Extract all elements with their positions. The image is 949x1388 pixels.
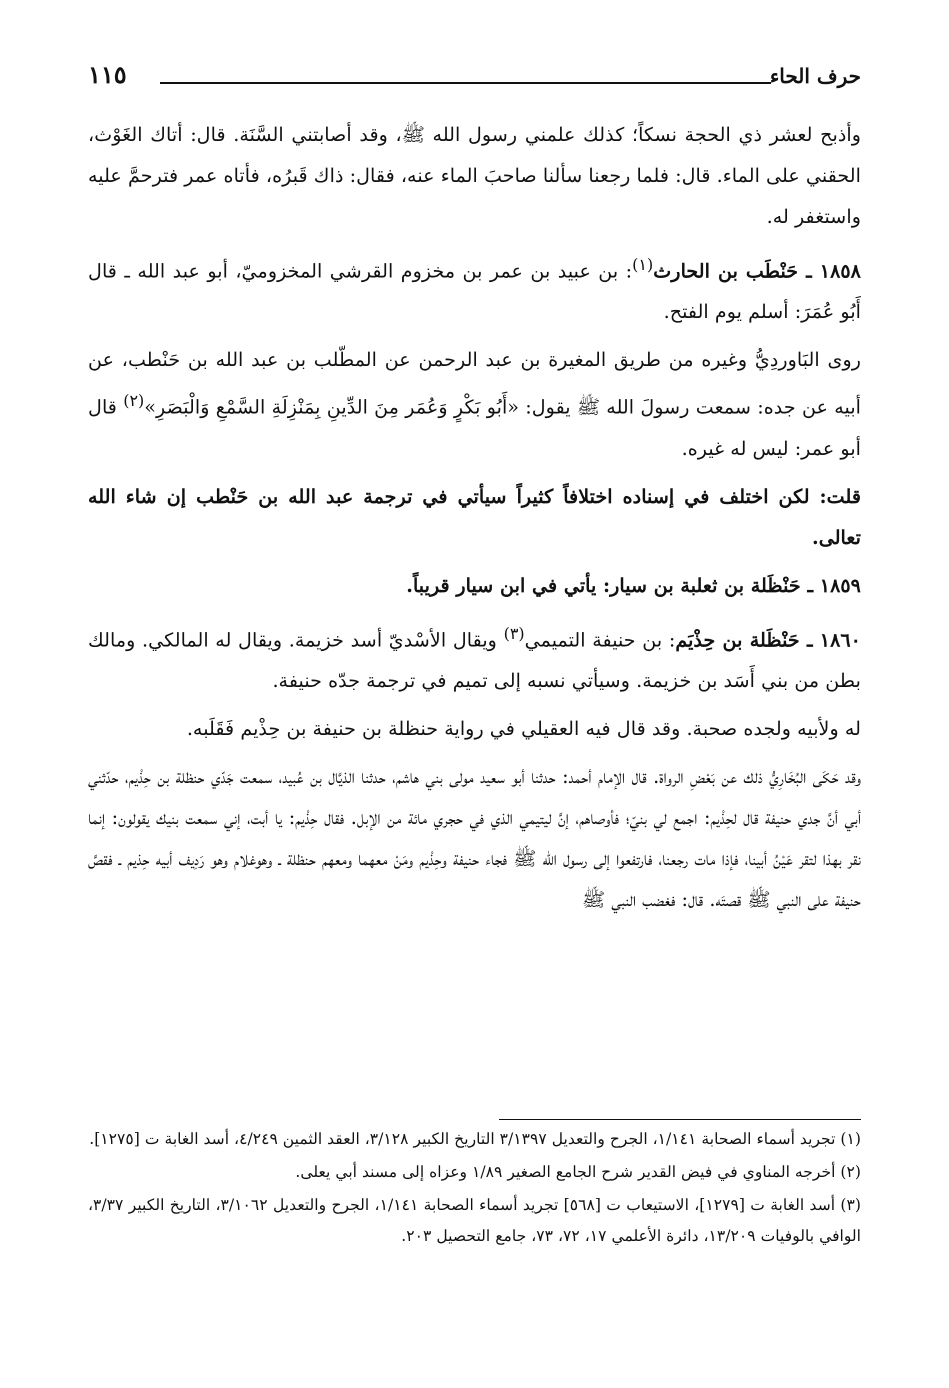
footnote: (١) تجريد أسماء الصحابة ١/١٤١، الجرح والتعديل ٣/١٣٩٧ التاريخ الكبير ٣/١٢٨، العقد الثمين ٤/٢٤٩، أسد الغابة ت [١٢٧٥]. [89,1130,861,1148]
footnotes [88,1124,861,1254]
paragraph [88,476,861,558]
paragraph-text: : بن حنيفة التميمي [524,628,676,652]
entry-heading: ١٨٥٩ ـ حَنْظَلة بن ثعلبة بن سيار [610,573,861,597]
paragraph-text: له ولأبيه ولجده صحبة. وقد قال فيه العقيلي في رواية حنظلة بن حنيفة بن حِذْيم فَقَلَبه. [186,717,861,741]
main-text [88,114,861,927]
paragraph-text: : يأتي في ابن سيار قريباً. [406,573,611,597]
paragraph-text: : بن عبيد بن عمر بن مخزوم القرشي المخزوميّ، أبو عبد الله ـ قال أَبُو عُمَرَ: أسلم يوم الفتح. [88,259,861,324]
entry-1858 [88,244,861,332]
footnote: (٣) أسد الغابة ت [١٢٧٩]، الاستيعاب ت [٥٦٨] تجريد أسماء الصحابة ١/١٤١، الجرح والتعديل ٣/١٠٦٢، التاريخ الكبير ٣/٣٧، الوافي بالوفيات ١٣/٢٠٩، دائرة الأعلمي ١٧، ٧٢، ٧٣، جامع التحصيل ٢٠٣. [88,1196,861,1245]
paragraph-text: قلت: لكن اختلف في إسناده اختلافاً كثيراً سيأتي في ترجمة عبد الله بن حَنْطب إن شاء الله تعالى. [88,484,861,549]
footnote: (٢) أخرجه المناوي في فيض القدير شرح الجامع الصغير ١/٨٩ وعزاه إلى مسند أبي يعلى. [295,1163,861,1181]
entry-1860 [88,613,861,701]
paragraph [88,708,861,749]
paragraph-text: وأذبح لعشر ذي الحجة نسكاً؛ كذلك علمني رسول الله ﷺ، وقد أصابتني السَّنَة. قال: أتاك الغَوْث، الحقني على الماء. قال: فلما رجعنا سألنا صاحبَ الماء عنه، فقال: ذاك قَبرُه، فأتاه عمر فترحمَّ عليه واستغفر له. [88,123,861,228]
footnote-marker[interactable]: (٢) [123,391,145,411]
chapter-title: حرف الحاء [769,64,861,88]
paragraph-text: ويقال الأسْديّ أسد خزيمة. ويقال له المالكي. ومالك بطن من بني أَسَد بن خزيمة. وسيأتي نسبه إلى تميم في ترجمة جدّه حنيفة. [88,628,861,693]
page-number: ١١٥ [88,60,127,89]
running-header [88,58,861,98]
paragraph-text-tail: قال أبو عمر: ليس له غيره. [88,395,861,460]
header-rule [160,82,771,84]
paragraph-text: روى البَاوردِيُّ وغيره من طريق المغيرة بن عبد الرحمن عن المطّلب بن عبد الله بن حَنْطب، عن أبيه عن جده: سمعت رسولَ الله ﷺ يقول: «أَبُو بَكْرٍ وَعُمَر مِنَ الدِّينِ بِمَنْزِلَةِ السَّمْعِ وَالْبَصَرِ» [88,348,861,419]
entry-heading: ١٨٥٨ ـ حَنْطَب بن الحارث [653,259,861,283]
footnote-marker[interactable]: (٣) [503,623,525,643]
entry-1859 [88,565,861,606]
paragraph [88,756,861,920]
paragraph [88,114,861,237]
paragraph [88,339,861,468]
entry-heading: ١٨٦٠ ـ حَنْظَلة بن حِذْيَم [675,628,861,652]
footnote-rule [499,1119,861,1120]
footnote-marker[interactable]: (١) [632,255,654,274]
paragraph-text: وقد حَكَى البُخَارِيُّ ذلك عن بَعْضِ الرواة. قال الإمام أحمد: حدثنا أبو سعيد مولى بني هاشم، حدثنا الذيَّال بن عُبيد، سمعت جَدّي حنظلة بن حِذْيم، حدّثني أبي أنَّ جدي حنيفة قال لحِذْيم: اجمع لي بنيّ؛ فأوصاهم، إنَّ ليتيمي الذي في حجري مائة من الإبل. فقال حِذْيم: يا أبت، إني سمعت بنيك يقولون: إنما نقر بهذا لتقر عَيْنُ أبينا، فإذا مات رجعنا، فارتفعوا إلى رسول الله ﷺ فجاء حنيفة وحِذْيم ومَنْ معهما ومعهم حنظلة ـ وهوغلام وهو رَدِيف أبيه حِذيم ـ فقصَّ حنيفة على النبي ﷺ قصتَه. قال: فغضب النبي ﷺ [88,765,861,912]
